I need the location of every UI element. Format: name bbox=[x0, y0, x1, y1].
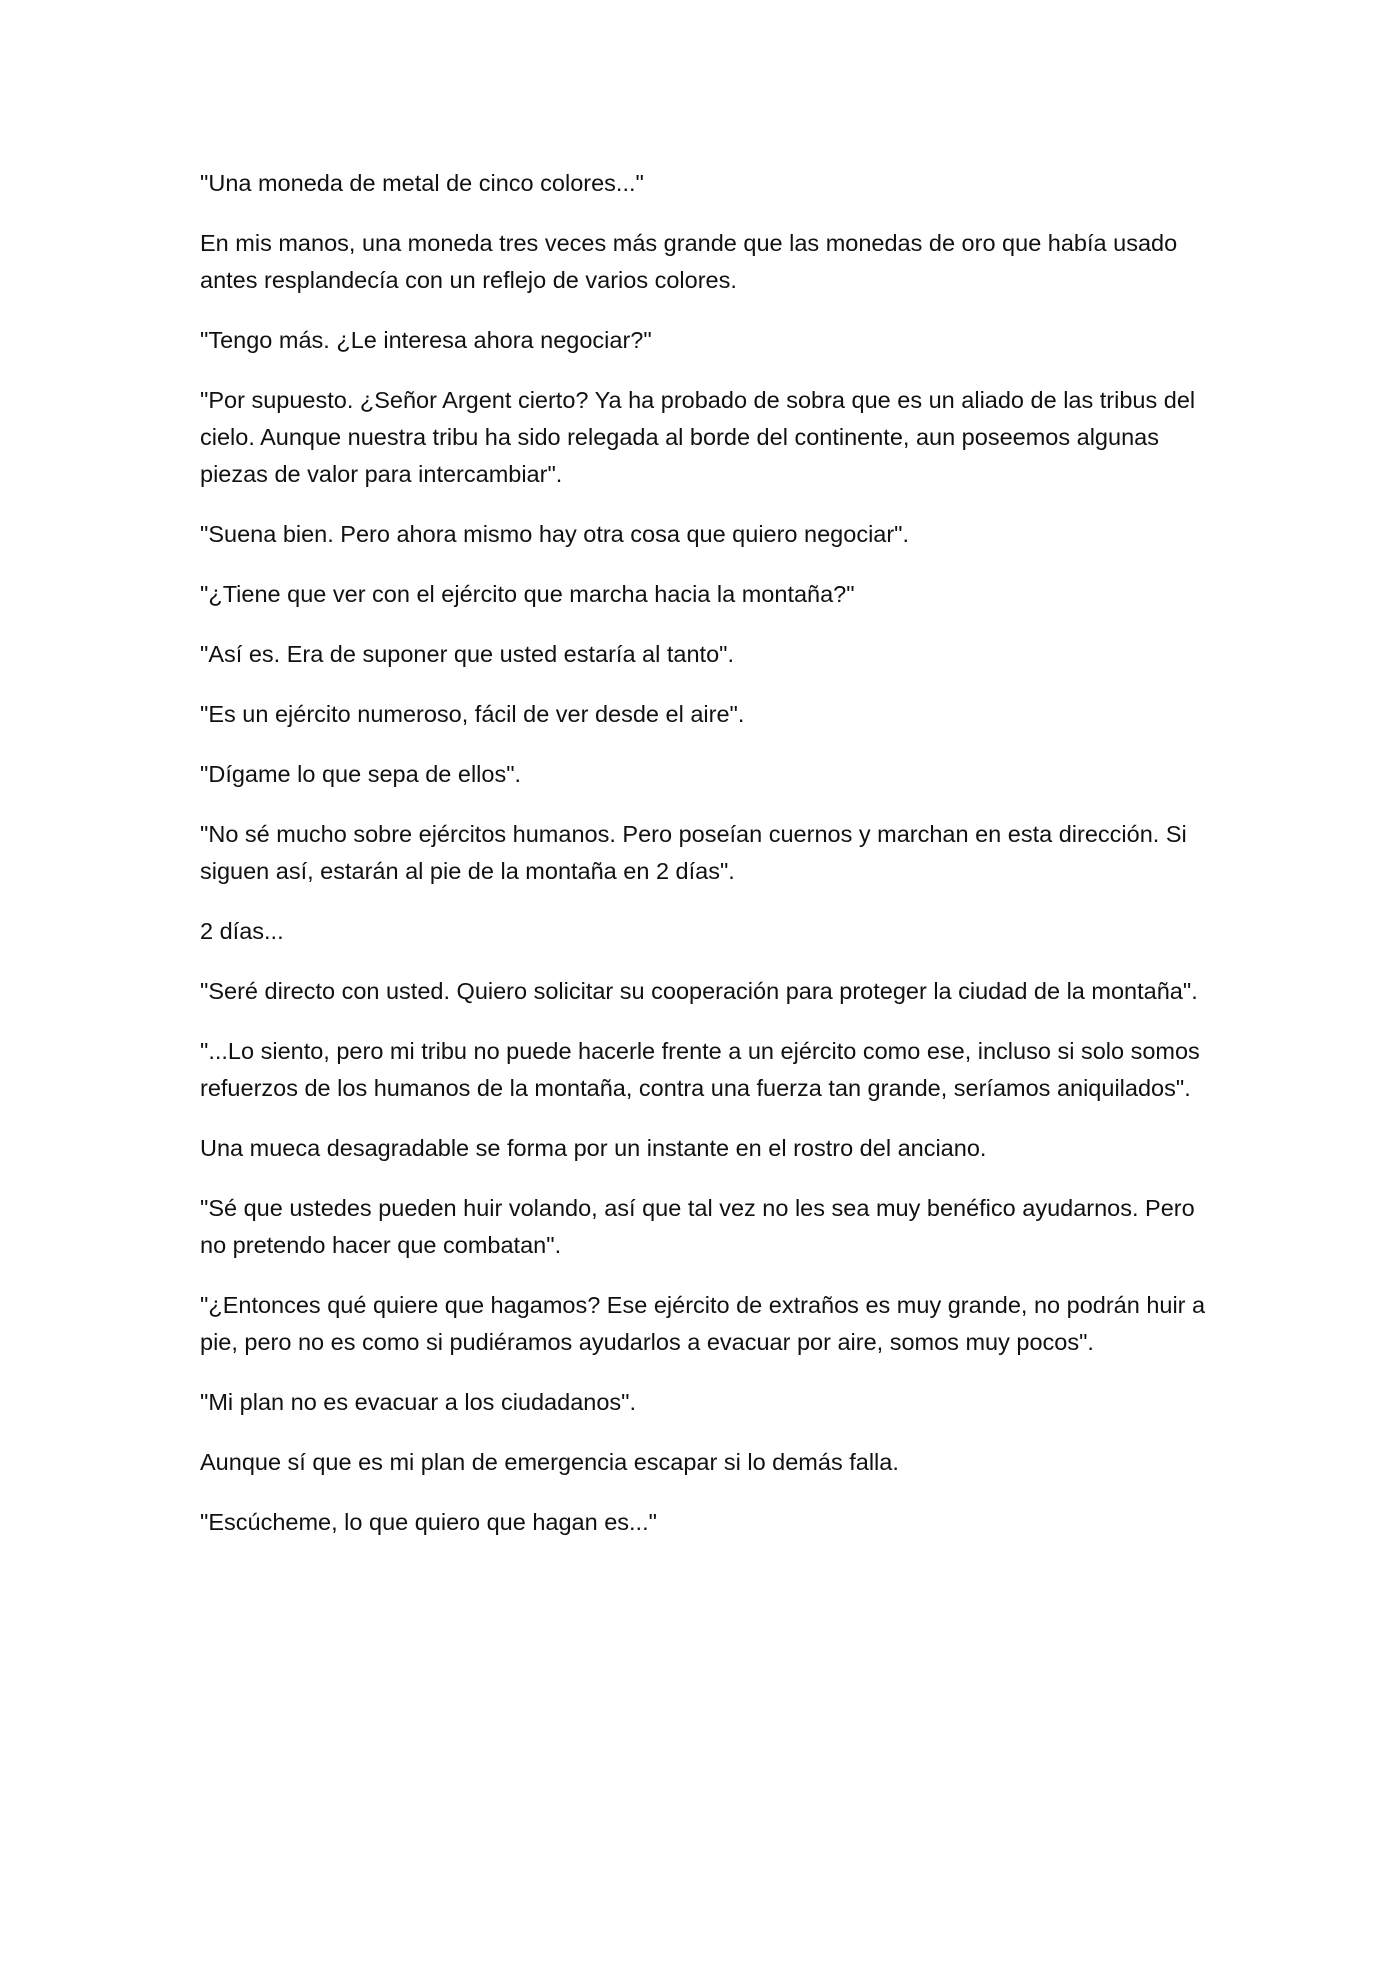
paragraph: "Mi plan no es evacuar a los ciudadanos". bbox=[200, 1389, 637, 1415]
paragraph: Una mueca desagradable se forma por un instante en el rostro del anciano. bbox=[200, 1135, 987, 1161]
paragraph: "Es un ejército numeroso, fácil de ver desde el aire". bbox=[200, 701, 745, 727]
paragraph: "Sé que ustedes pueden huir volando, así que tal vez no les sea muy benéfico ayudarnos. Pero no pretendo hacer que combatan". bbox=[200, 1195, 1195, 1258]
paragraph: "Así es. Era de suponer que usted estaría al tanto". bbox=[200, 641, 735, 667]
paragraph: "Seré directo con usted. Quiero solicitar su cooperación para proteger la ciudad de la montaña". bbox=[200, 978, 1198, 1004]
paragraph: En mis manos, una moneda tres veces más grande que las monedas de oro que había usado antes resplandecía con un reflejo de varios colores. bbox=[200, 230, 1178, 293]
paragraph: "Tengo más. ¿Le interesa ahora negociar?" bbox=[200, 327, 652, 353]
paragraph: "Por supuesto. ¿Señor Argent cierto? Ya ha probado de sobra que es un aliado de las tribus del cielo. Aunque nuestra tribu ha sido relegada al borde del continente, aun poseemos algunas piezas de valor para intercambiar". bbox=[200, 387, 1196, 487]
paragraph: "No sé mucho sobre ejércitos humanos. Pero poseían cuernos y marchan en esta dirección. Si siguen así, estarán al pie de la montaña en 2 días". bbox=[200, 821, 1187, 884]
paragraph: "Escúcheme, lo que quiero que hagan es..." bbox=[200, 1509, 657, 1535]
paragraph: 2 días... bbox=[200, 918, 284, 944]
paragraph: "Suena bien. Pero ahora mismo hay otra cosa que quiero negociar". bbox=[200, 521, 910, 547]
document-body bbox=[200, 165, 1210, 1564]
paragraph: "...Lo siento, pero mi tribu no puede hacerle frente a un ejército como ese, incluso si solo somos refuerzos de los humanos de la montaña, contra una fuerza tan grande, seríamos aniquilados". bbox=[200, 1038, 1200, 1101]
paragraph: "Una moneda de metal de cinco colores..." bbox=[200, 170, 644, 196]
paragraph: Aunque sí que es mi plan de emergencia escapar si lo demás falla. bbox=[200, 1449, 899, 1475]
paragraph: "¿Entonces qué quiere que hagamos? Ese ejército de extraños es muy grande, no podrán huir a pie, pero no es como si pudiéramos ayudarlos a evacuar por aire, somos muy pocos". bbox=[200, 1292, 1206, 1355]
paragraph: "Dígame lo que sepa de ellos". bbox=[200, 761, 522, 787]
paragraph: "¿Tiene que ver con el ejército que marcha hacia la montaña?" bbox=[200, 581, 855, 607]
